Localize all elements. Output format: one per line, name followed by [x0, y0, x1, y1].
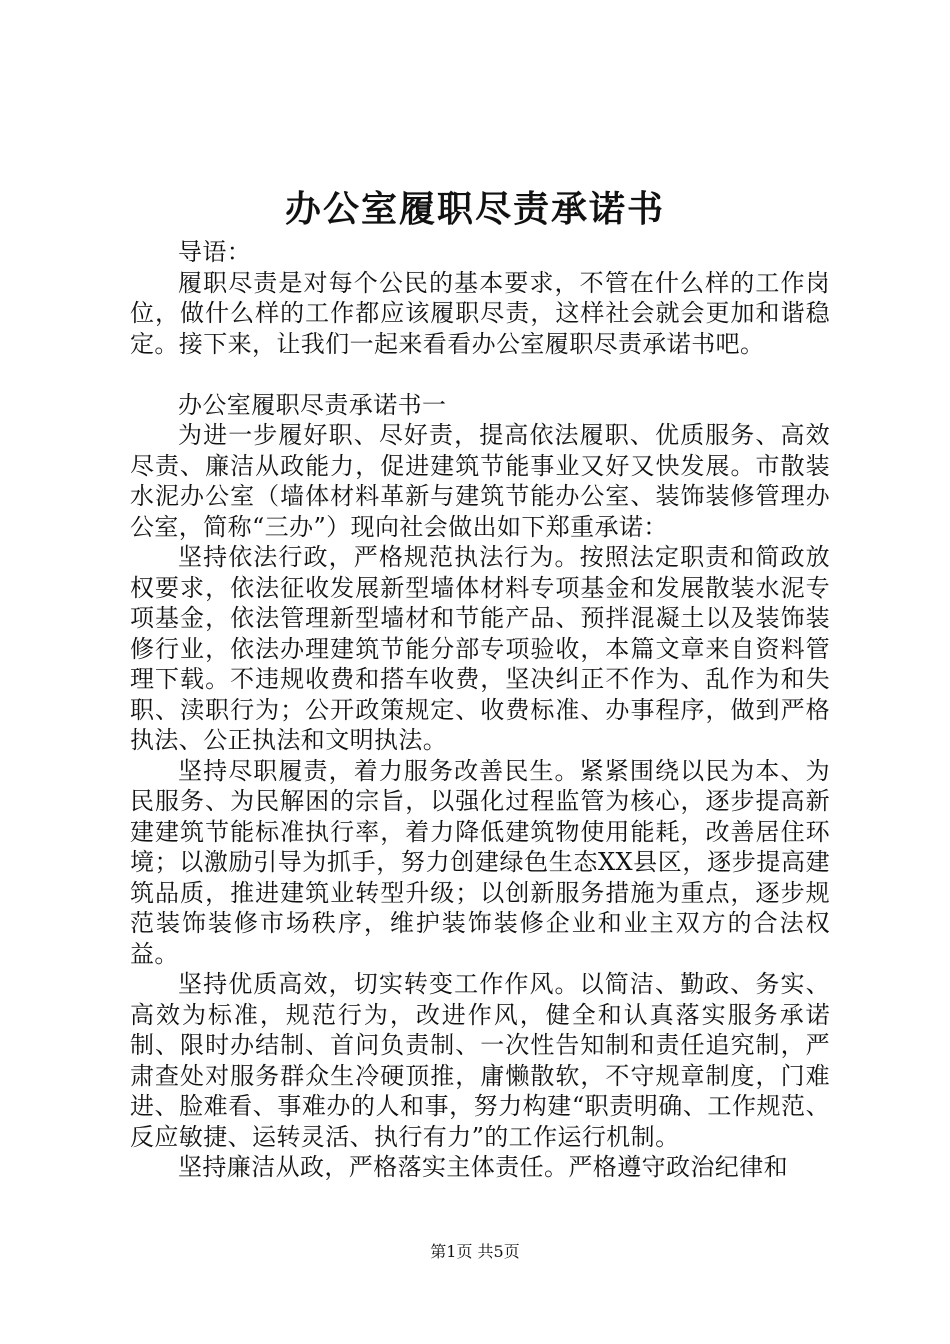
section-heading: 办公室履职尽责承诺书一: [178, 390, 447, 419]
body-paragraph: 坚持廉洁从政，严格落实主体责任。严格遵守政治纪律和: [178, 1153, 788, 1181]
body-paragraph: 坚持尽职履责，着力服务改善民生。紧紧围绕以民为本、为民服务、为民解困的宗旨，以强化过程监管为核心，逐步提高新建建筑节能标准执行率，着力降低建筑物使用能耗，改善居住环境；以激励引导为抓手，努力创建绿色生态XX县区，逐步提高建筑品质，推进建筑业转型升级；以创新服务措施为重点，逐步规范装饰装修市场秩序，维护装饰装修企业和业主双方的合法权益。: [130, 756, 830, 968]
body-paragraph: 坚持优质高效，切实转变工作作风。以简洁、勤政、务实、高效为标准，规范行为，改进作风，健全和认真落实服务承诺制、限时办结制、首问负责制、一次性告知制和责任追究制，严肃查处对服务群众生冷硬顶推，庸懒散软，不守规章制度，门难进、脸难看、事难办的人和事，努力构建“职责明确、工作规范、反应敏捷、运转灵活、执行有力”的工作运行机制。: [130, 970, 830, 1151]
body-paragraph: 坚持依法行政，严格规范执法行为。按照法定职责和简政放权要求，依法征收发展新型墙体材料专项基金和发展散装水泥专项基金，依法管理新型墙材和节能产品、预拌混凝土以及装饰装修行业，依法办理建筑节能分部专项验收，本篇文章来自资料管理下载。不违规收费和搭车收费，坚决纠正不作为、乱作为和失职、渎职行为；公开政策规定、收费标准、办事程序，做到严格执法、公正执法和文明执法。: [130, 543, 830, 754]
document-title: 办公室履职尽责承诺书: [284, 188, 665, 230]
intro-label: 导语：: [178, 238, 252, 266]
page-footer: 第1页 共5页: [430, 1242, 520, 1261]
intro-paragraph: 履职尽责是对每个公民的基本要求，不管在什么样的工作岗位，做什么样的工作都应该履职尽责，这样社会就会更加和谐稳定。接下来，让我们一起来看看办公室履职尽责承诺书吧。: [130, 268, 830, 358]
document-body: [130, 237, 830, 1183]
body-paragraph: 为进一步履好职、尽好责，提高依法履职、优质服务、高效尽责、廉洁从政能力，促进建筑节能事业又好又快发展。市散装水泥办公室（墙体材料革新与建筑节能办公室、装饰装修管理办公室，简称“三办”）现向社会做出如下郑重承诺：: [130, 421, 830, 541]
